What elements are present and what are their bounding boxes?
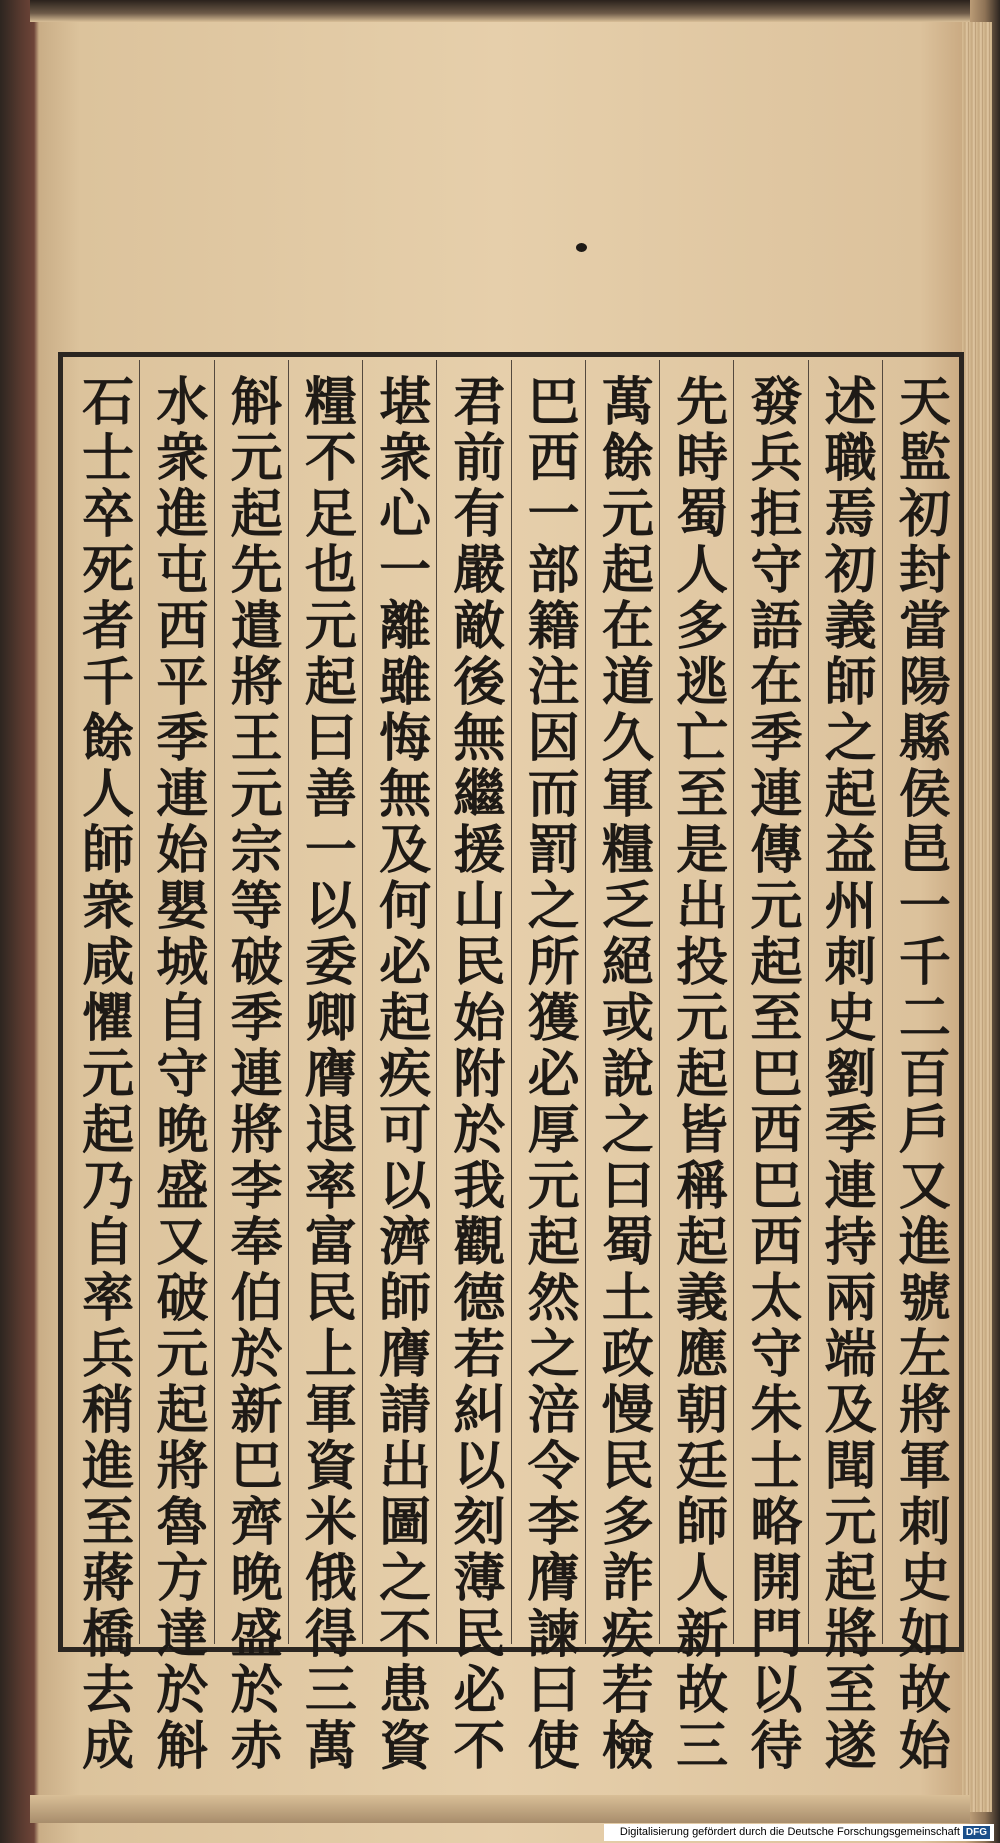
text-column-1 [882, 360, 956, 1774]
page-top-edge [30, 0, 970, 22]
text-column-4 [659, 360, 733, 1774]
column-text: 述職焉初義師之起益州刺史劉季連持兩端及聞元起將至遂 [815, 374, 877, 1774]
column-text: 堪衆心一離雖悔無及何必起疾可以濟師膺請出圖之不患資 [369, 374, 431, 1774]
text-column-8 [362, 360, 436, 1774]
dfg-logo: DFG [963, 1826, 990, 1839]
column-text: 水衆進屯西平季連始嬰城自守晚盛又破元起將魯方達於斛 [146, 374, 208, 1774]
digitization-credit [604, 1824, 994, 1841]
text-column-2 [808, 360, 882, 1774]
column-text: 天監初封當陽縣侯邑一千二百戶又進號左將軍刺史如故始 [889, 374, 951, 1774]
credit-text: Digitalisierung gefördert durch die Deutsche Forschungsgemeinschaft [619, 1826, 960, 1838]
column-text: 斛元起先遣將王元宗等破季連將李奉伯於新巴齊晚盛於赤 [221, 374, 283, 1774]
page-bottom-edge [30, 1795, 970, 1823]
text-column-12 [66, 360, 139, 1774]
column-text: 石士卒死者千餘人師衆咸懼元起乃自率兵稍進至蔣橋去成 [72, 374, 134, 1774]
page-stack-edge [962, 22, 992, 1812]
text-column-5 [585, 360, 659, 1774]
text-column-11 [139, 360, 213, 1774]
text-column-3 [733, 360, 807, 1774]
column-text: 萬餘元起在道久軍糧乏絕或說之曰蜀土政慢民多詐疾若檢 [592, 374, 654, 1774]
column-text: 君前有嚴敵後無繼援山民始附於我觀德若糾以刻薄民必不 [443, 374, 505, 1774]
text-column-6 [511, 360, 585, 1774]
text-column-7 [436, 360, 510, 1774]
column-text: 巴西一部籍注因而罰之所獲必厚元起然之涪令李膺諫曰使 [518, 374, 580, 1774]
column-text: 先時蜀人多逃亡至是出投元起皆稱起義應朝廷師人新故三 [666, 374, 728, 1774]
text-column-10 [214, 360, 288, 1774]
column-text: 糧不足也元起曰善一以委卿膺退率富民上軍資米俄得三萬 [295, 374, 357, 1774]
ink-blot [576, 243, 587, 252]
text-columns [66, 360, 956, 1774]
text-column-9 [288, 360, 362, 1774]
column-text: 發兵拒守語在季連傳元起至巴西巴西太守朱士略開門以待 [740, 374, 802, 1774]
